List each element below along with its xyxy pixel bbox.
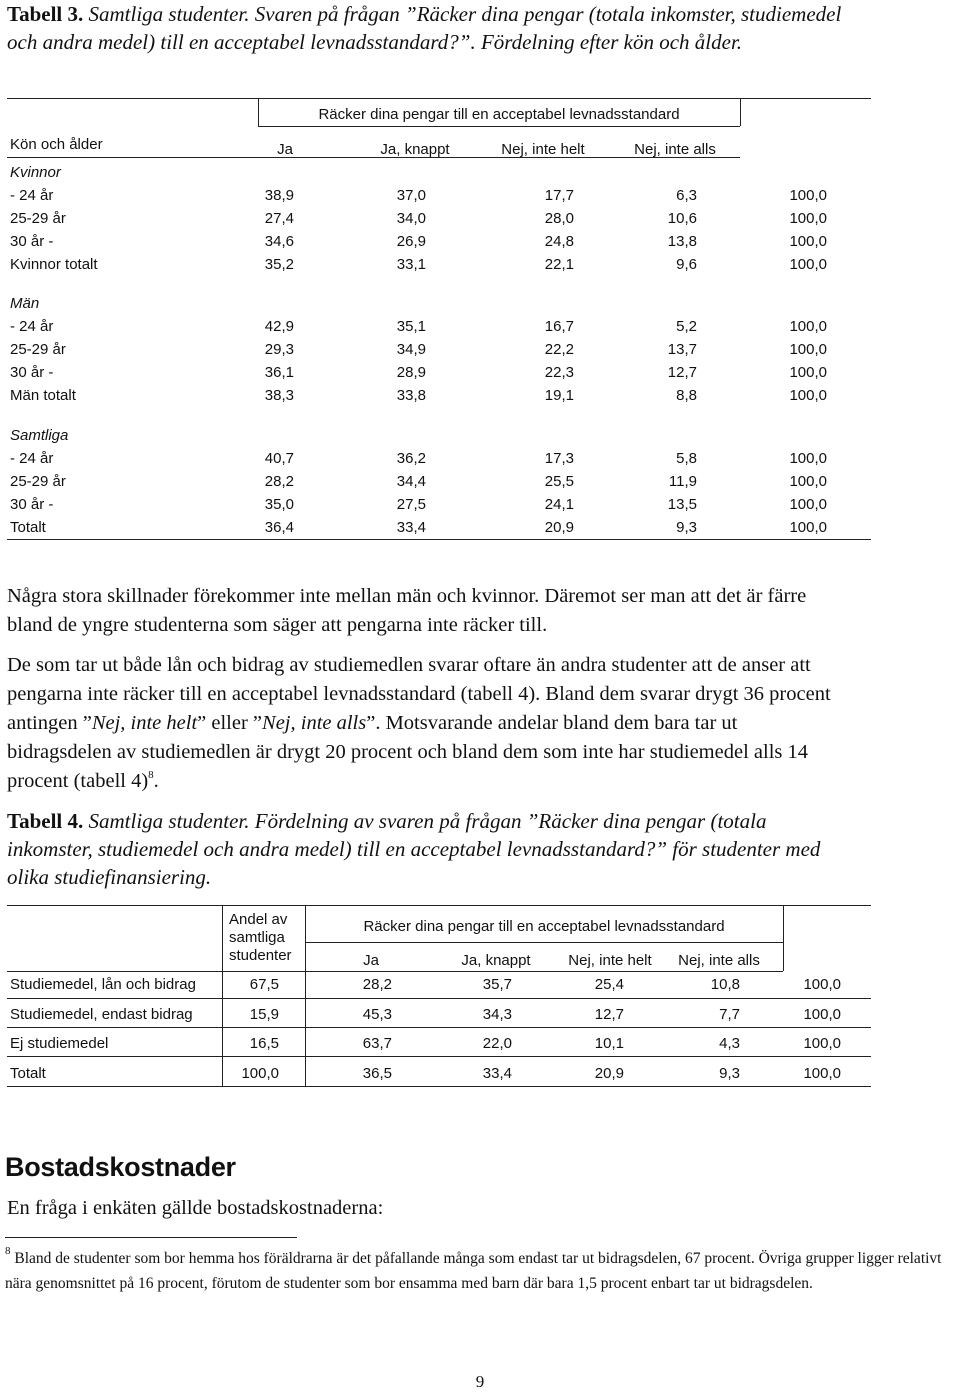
table3-section-title: Män: [10, 295, 40, 312]
table4-row-rule-3: [7, 1056, 871, 1057]
table3-cell-value: 34,9: [396, 341, 426, 358]
table3-cell-value: 34,4: [396, 473, 426, 490]
table4-column-header: Ja, knappt: [461, 952, 531, 969]
table3-row-label: Totalt: [10, 519, 46, 536]
table3-cell-value: 35,2: [264, 256, 294, 273]
table3-cell-value: 100,0: [789, 233, 827, 250]
table3-row-header: Kön och ålder: [10, 136, 103, 153]
paragraph-financing: [7, 651, 843, 796]
table4-group-header: Räcker dina pengar till en acceptabel levnadsstandard: [363, 918, 725, 935]
table4-row-label: Studiemedel, endast bidrag: [10, 1005, 193, 1023]
paragraph-part1: De som tar ut både lån och bidrag av studiemedlen svarar oftare än andra studenter att de anser att pengarna inte räcker till en acceptabel levnadsstandard (tabell 4). Bland dem svarar drygt 36 procent antingen ”: [7, 654, 831, 734]
table4-cell-value: 4,3: [719, 1035, 740, 1052]
table3-cell-value: 35,0: [264, 496, 294, 513]
table3-cell-value: 100,0: [789, 341, 827, 358]
table4-cell-value: 33,4: [482, 1064, 512, 1082]
table3-cell-value: 20,9: [544, 519, 574, 536]
table3-cell-value: 9,6: [676, 256, 697, 273]
table4-share-value: 15,9: [249, 1005, 279, 1023]
table4-cell-value: 100,0: [803, 1064, 841, 1082]
table4-cell-value: 100,0: [803, 1035, 841, 1052]
table4-share-left-rule: [222, 905, 223, 1087]
table3-cell-value: 24,8: [544, 233, 574, 250]
table3-row-label: - 24 år: [10, 450, 54, 467]
section-heading: Bostadskostnader: [5, 1152, 236, 1182]
table3-cell-value: 36,1: [264, 364, 294, 381]
table3-row-label: 25-29 år: [10, 210, 66, 227]
table3-cell-value: 42,9: [264, 318, 294, 335]
table3-column-header: Nej, inte alls: [634, 141, 716, 158]
table3-row-label: - 24 år: [10, 187, 54, 204]
table3-row-label: - 24 år: [10, 318, 54, 335]
table3-cell-value: 33,8: [396, 387, 426, 404]
table4-caption: [7, 807, 843, 891]
table4-cell-value: 10,8: [710, 976, 740, 993]
table3-cell-value: 9,3: [676, 519, 697, 536]
table4-bottom-rule: [7, 1086, 871, 1087]
table3-cell-value: 28,9: [396, 364, 426, 381]
paragraph-gender-differences: Några stora skillnader förekommer inte mellan män och kvinnor. Däremot ser man att det är färre bland de yngre studenterna som säger att pengarna inte räcker till.: [7, 585, 807, 636]
table4-cell-value: 28,2: [362, 976, 392, 993]
table4-row-label: Ej studiemedel: [10, 1035, 109, 1052]
table3-cell-value: 6,3: [676, 187, 697, 204]
footnote-divider: [5, 1237, 297, 1238]
table4-share-header: Andel av samtliga studenter: [229, 911, 292, 964]
table4-cell-value: 36,5: [362, 1064, 392, 1082]
table3-cell-value: 11,9: [668, 473, 697, 490]
table3-row-label: 25-29 år: [10, 473, 66, 490]
table3-cell-value: 36,4: [264, 519, 294, 536]
table3-cell-value: 100,0: [789, 473, 827, 490]
footnote-reference[interactable]: 8: [148, 769, 154, 781]
table3-cell-value: 33,1: [396, 256, 426, 273]
table4-cell-value: 100,0: [803, 976, 841, 993]
table3-column-header: Nej, inte helt: [501, 141, 585, 158]
table3-row-label: Män totalt: [10, 387, 76, 404]
table3-row-label: Kvinnor totalt: [10, 256, 98, 273]
table4-cell-value: 12,7: [594, 1005, 624, 1023]
table4-column-header: Ja: [363, 952, 379, 969]
table4-cell-value: 34,3: [482, 1005, 512, 1023]
table3-cell-value: 100,0: [789, 496, 827, 513]
table4-header-rule: [7, 971, 783, 972]
table4-cell-value: 45,3: [362, 1005, 392, 1023]
table3-cell-value: 100,0: [789, 210, 827, 227]
table4-cell-value: 100,0: [803, 1005, 841, 1023]
table3-cell-value: 100,0: [789, 318, 827, 335]
table3-cell-value: 100,0: [789, 187, 827, 204]
table4-caption-label: Tabell 4.: [7, 809, 84, 833]
table4-row-label: Studiemedel, lån och bidrag: [10, 976, 196, 993]
table3-cell-value: 13,8: [667, 233, 697, 250]
table3-cell-value: 27,4: [264, 210, 294, 227]
table4-cell-value: 7,7: [719, 1005, 740, 1023]
table3-cell-value: 36,2: [396, 450, 426, 467]
table3-cell-value: 5,8: [676, 450, 697, 467]
table4-share-value: 100,0: [241, 1064, 279, 1082]
table3-cell-value: 38,3: [264, 387, 294, 404]
table3-cell-value: 13,7: [667, 341, 697, 358]
table4-cell-value: 25,4: [594, 976, 624, 993]
table3-cell-value: 38,9: [264, 187, 294, 204]
table3-cell-value: 24,1: [544, 496, 574, 513]
table4-share-value: 67,5: [249, 976, 279, 993]
table3-column-header: Ja, knappt: [380, 141, 450, 158]
table3-cell-value: 16,7: [544, 318, 574, 335]
paragraph-part4: .: [153, 770, 159, 792]
table4-caption-text: Samtliga studenter. Fördelning av svaren på frågan ”Räcker dina pengar (totala inkomster, studiemedel och andra medel) till en acceptabel levnadsstandard?” för studenter med olika studiefinansiering.: [7, 809, 821, 889]
table4-cell-value: 35,7: [482, 976, 512, 993]
table3-cell-value: 17,3: [544, 450, 574, 467]
table3-section-title: Kvinnor: [10, 164, 61, 181]
table3-column-header: Ja: [277, 141, 293, 158]
table3-caption-label: Tabell 3.: [7, 2, 84, 26]
table3-cell-value: 34,6: [264, 233, 294, 250]
table3-cell-value: 8,8: [676, 387, 697, 404]
table3-cell-value: 37,0: [396, 187, 426, 204]
table3-top-rule: [7, 98, 871, 99]
table4-group-rule: [305, 942, 783, 943]
table4-cell-value: 22,0: [482, 1035, 512, 1052]
page-number: 9: [475, 1372, 485, 1391]
table3: [7, 98, 871, 542]
table3-row-label: 30 år -: [10, 496, 54, 513]
table3-cell-value: 22,2: [544, 341, 574, 358]
table4-row-rule-2: [7, 1027, 871, 1028]
footnote: [5, 1246, 955, 1296]
table3-cell-value: 10,6: [667, 210, 697, 227]
table4-column-header: Nej, inte alls: [678, 952, 760, 969]
table3-cell-value: 19,1: [544, 387, 574, 404]
paragraph-part2: ” eller ”: [197, 712, 263, 734]
table3-row-label: 30 år -: [10, 233, 54, 250]
table3-caption: [7, 0, 843, 56]
table3-cell-value: 25,5: [544, 473, 574, 490]
table3-cell-value: 22,3: [544, 364, 574, 381]
table4-row-rule-1: [7, 998, 871, 999]
table3-cell-value: 17,7: [544, 187, 574, 204]
table3-cell-value: 100,0: [789, 256, 827, 273]
table3-cell-value: 27,5: [396, 496, 426, 513]
table4-share-value: 16,5: [249, 1035, 279, 1052]
section-intro: En fråga i enkäten gällde bostadskostnaderna:: [7, 1197, 384, 1219]
table3-header-right-rule: [740, 98, 741, 126]
table3-cell-value: 100,0: [789, 450, 827, 467]
table3-cell-value: 40,7: [264, 450, 294, 467]
table4: [7, 905, 871, 1087]
table3-row-label: 30 år -: [10, 364, 54, 381]
table4-column-header: Nej, inte helt: [568, 952, 652, 969]
table3-cell-value: 100,0: [789, 364, 827, 381]
table3-cell-value: 22,1: [544, 256, 574, 273]
table3-cell-value: 100,0: [789, 387, 827, 404]
table3-bottom-rule: [7, 539, 871, 540]
table3-cell-value: 26,9: [396, 233, 426, 250]
table3-group-rule: [258, 126, 740, 127]
table3-cell-value: 28,0: [544, 210, 574, 227]
footnote-text: Bland de studenter som bor hemma hos föräldrarna är det påfallande många som endast tar ut bidragsdelen, 67 procent. Övriga grupper ligger relativt nära genomsnittet på 16 procent, förutom de studenter som bor ensamma med barn där bara 1,5 procent enbart tar ut bidragsdelen.: [5, 1250, 942, 1292]
footnote-number: 8: [5, 1245, 11, 1257]
table3-cell-value: 29,3: [264, 341, 294, 358]
table3-cell-value: 35,1: [396, 318, 426, 335]
paragraph-option1: Nej, inte helt: [91, 712, 198, 734]
table3-cell-value: 12,7: [667, 364, 697, 381]
table4-cell-value: 20,9: [594, 1064, 624, 1082]
table3-cell-value: 5,2: [676, 318, 697, 335]
table4-top-rule: [7, 905, 871, 906]
table4-cell-value: 10,1: [594, 1035, 624, 1052]
table4-cell-value: 63,7: [362, 1035, 392, 1052]
table3-cell-value: 100,0: [789, 519, 827, 536]
table3-section-title: Samtliga: [10, 427, 69, 444]
table3-row-label: 25-29 år: [10, 341, 66, 358]
table3-group-header: Räcker dina pengar till en acceptabel levnadsstandard: [318, 106, 680, 123]
table3-cell-value: 13,5: [667, 496, 697, 513]
table4-row-label: Totalt: [10, 1064, 46, 1082]
table3-cell-value: 33,4: [396, 519, 426, 536]
table3-caption-text: Samtliga studenter. Svaren på frågan ”Räcker dina pengar (totala inkomster, studiemedel och andra medel) till en acceptabel levnadsstandard?”. Fördelning efter kön och ålder.: [7, 2, 842, 54]
paragraph-part3: ”. Motsvarande andelar bland dem bara tar ut bidragsdelen av studiemedlen är drygt 20 procent och bland dem som inte har studiemedel alls 14 procent (tabell 4): [7, 712, 808, 792]
paragraph-option2: Nej, inte alls: [262, 712, 367, 734]
table3-cell-value: 34,0: [396, 210, 426, 227]
table4-cell-value: 9,3: [719, 1064, 740, 1082]
table3-cell-value: 28,2: [264, 473, 294, 490]
